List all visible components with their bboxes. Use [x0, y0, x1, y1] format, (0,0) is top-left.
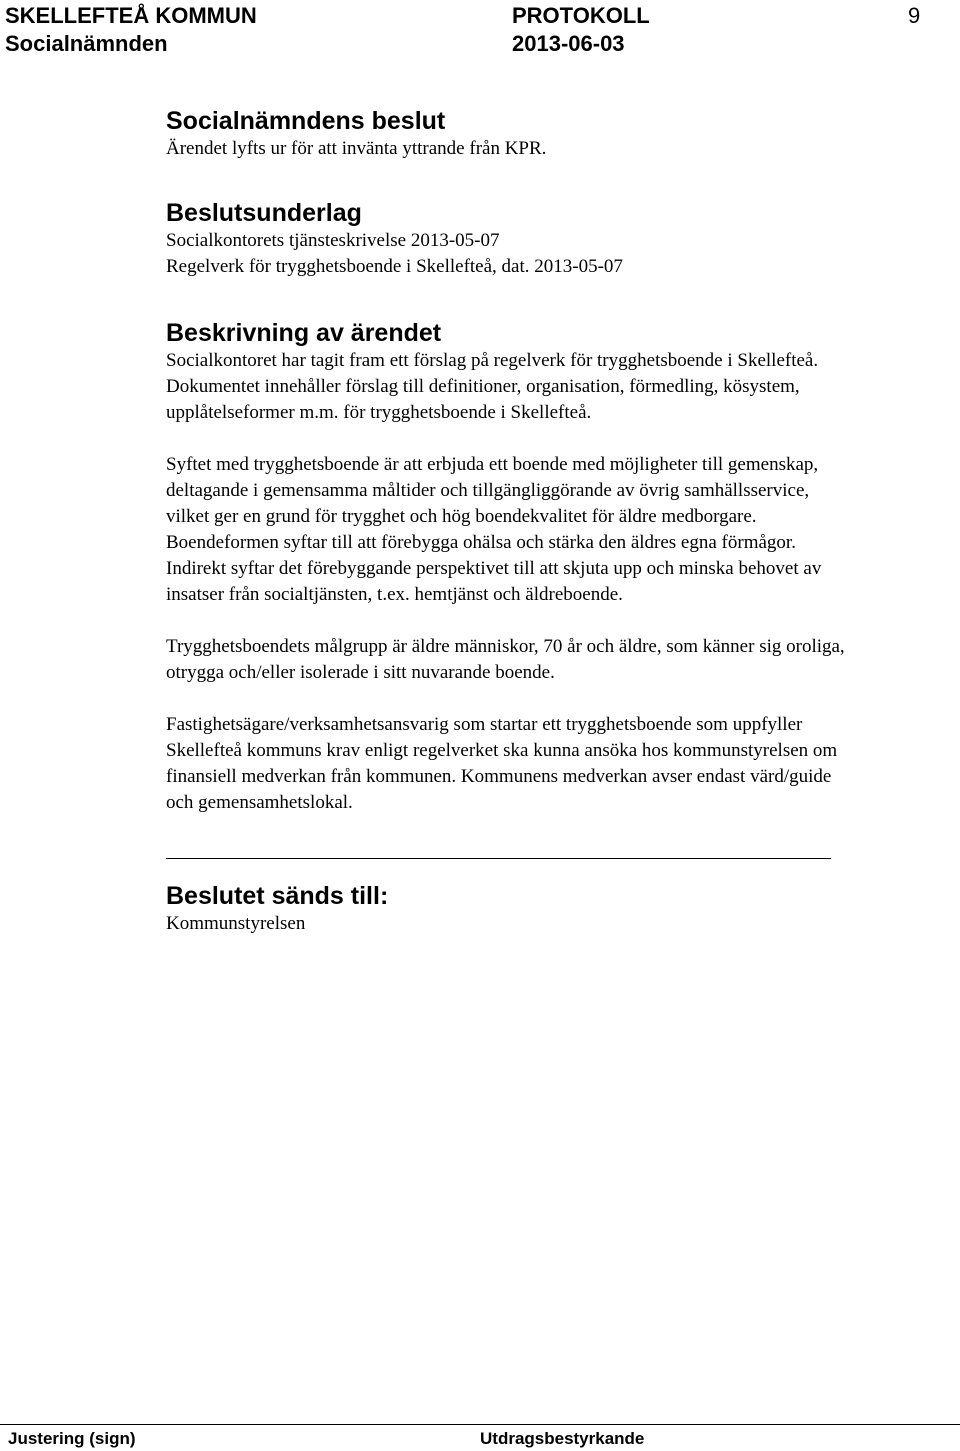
- document-type: PROTOKOLL: [512, 3, 650, 28]
- description-paragraph: Fastighetsägare/verksamhetsansvarig som startar ett trygghetsboende som uppfyller Skellefteå kommuns krav enligt regelverket ska kunna ansöka hos kommunstyrelsen om finansiell medverkan från kommunen. Kommunens medverkan avser endast värd/guide och gemensamhetslokal.: [166, 714, 838, 813]
- section-divider: [166, 858, 831, 859]
- decision-heading: Socialnämndens beslut: [166, 107, 446, 135]
- basis-item: Socialkontorets tjänsteskrivelse 2013-05-07: [166, 230, 500, 251]
- signature-label: Justering (sign): [8, 1429, 136, 1448]
- basis-heading: Beslutsunderlag: [166, 199, 362, 227]
- footer-rule: [0, 1424, 960, 1425]
- meeting-date: 2013-06-03: [512, 31, 625, 56]
- basis-item: Regelverk för trygghetsboende i Skellefteå, dat. 2013-05-07: [166, 256, 623, 277]
- decision-text: Ärendet lyfts ur för att invänta yttrande från KPR.: [166, 138, 547, 159]
- organization-name: SKELLEFTEÅ KOMMUN: [5, 3, 257, 28]
- department-name: Socialnämnden: [5, 31, 168, 56]
- extract-label: Utdragsbestyrkande: [480, 1429, 645, 1448]
- document-body: [166, 106, 856, 937]
- description-paragraph: Socialkontoret har tagit fram ett förslag på regelverk för trygghetsboende i Skellefteå. Dokumentet innehåller förslag till definitioner, organisation, förmedling, kösystem, upplåtelseformer m.m. för trygghetsboende i Skellefteå.: [166, 350, 819, 423]
- page-number: 9: [908, 3, 921, 28]
- recipients-heading: Beslutet sänds till:: [166, 882, 389, 910]
- recipient-item: Kommunstyrelsen: [166, 913, 306, 934]
- description-heading: Beskrivning av ärendet: [166, 319, 442, 347]
- description-paragraph: Syftet med trygghetsboende är att erbjuda ett boende med möjligheter till gemenskap, deltagande i gemensamma måltider och tillgängliggörande av övrig samhällsservice, vilket ger en grund för trygghet och hög boendekvalitet för äldre medborgare. Boendeformen syftar till att förebygga ohälsa och stärka den äldres egna förmågor. Indirekt syftar det förebyggande perspektivet till att skjuta upp och minska behovet av insatser från socialtjänsten, t.ex. hemtjänst och äldreboende.: [166, 454, 822, 605]
- description-paragraph: Trygghetsboendets målgrupp är äldre människor, 70 år och äldre, som känner sig oroliga, otrygga och/eller isolerade i sitt nuvarande boende.: [166, 636, 845, 683]
